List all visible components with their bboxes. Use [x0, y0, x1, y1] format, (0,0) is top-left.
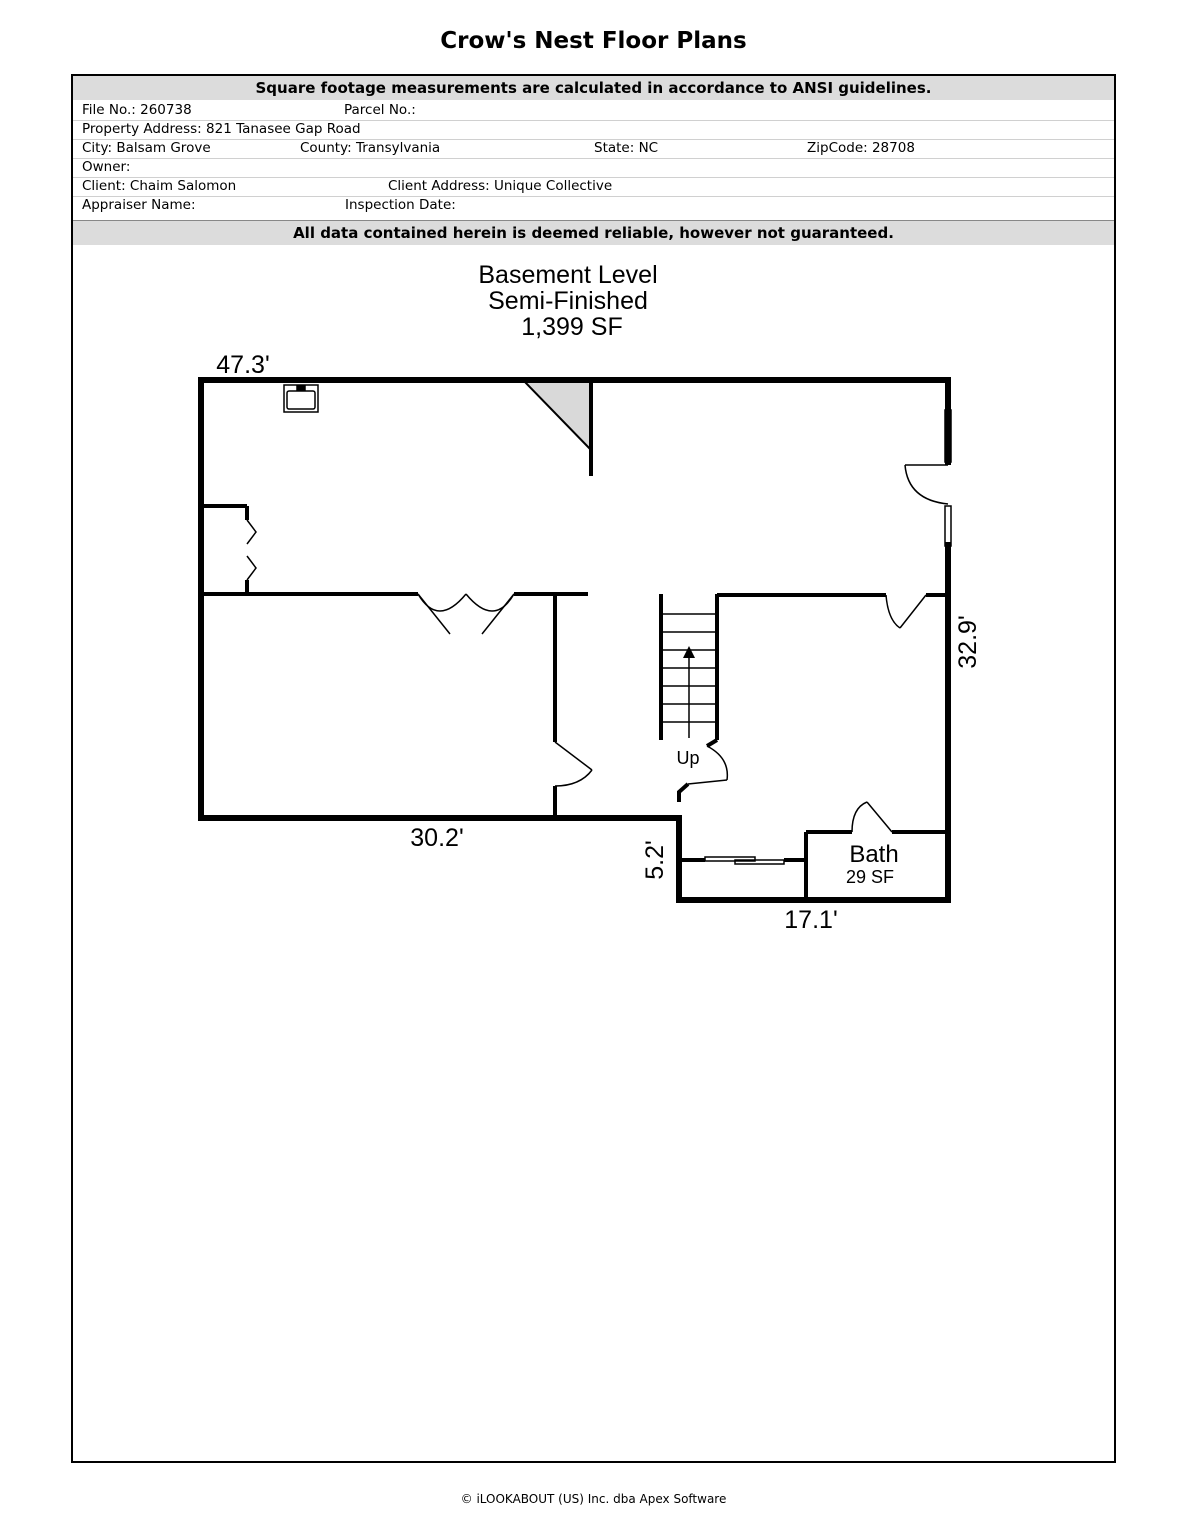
sliding-door-panel — [735, 860, 784, 864]
outer-wall-path — [201, 380, 948, 900]
east-room-door-swing — [886, 595, 900, 628]
county: County: Transylvania — [300, 140, 441, 156]
ansi-banner: Square footage measurements are calculated in accordance to ANSI guidelines. — [73, 76, 1114, 100]
reliability-banner: All data contained herein is deemed reliable, however not guaranteed. — [73, 220, 1114, 245]
shaded-corner — [523, 380, 591, 450]
stairs-label: Up — [676, 748, 700, 768]
property-address: Property Address: 821 Tanasee Gap Road — [82, 121, 361, 137]
corner-angle-wall — [679, 784, 688, 802]
sink-basin-inner — [287, 391, 315, 409]
client: Client: Chaim Salomon — [82, 178, 237, 194]
file-number: File No.: 260738 — [82, 102, 192, 118]
doors — [247, 410, 951, 864]
room-door-swing — [555, 770, 592, 786]
level-name: Basement Level — [478, 261, 658, 289]
sink-faucet — [297, 386, 305, 390]
room-door-leaf — [555, 742, 592, 770]
exterior-walls — [201, 380, 948, 900]
page-title: Crow's Nest Floor Plans — [440, 28, 747, 54]
stair-landing-edge — [707, 740, 717, 746]
level-area: 1,399 SF — [521, 313, 623, 341]
dimension-right: 32.9' — [954, 615, 982, 669]
stair-door-swing — [707, 746, 727, 780]
bath-door-leaf — [867, 802, 892, 832]
east-room-door-leaf — [900, 595, 926, 628]
up-arrow-icon — [683, 646, 695, 658]
sink-icon — [284, 385, 318, 412]
bath-door-swing — [852, 802, 867, 832]
parcel-number: Parcel No.: — [344, 102, 416, 118]
bifold-door-upper — [247, 520, 256, 544]
window-lower — [945, 506, 951, 546]
exterior-door-swing — [905, 465, 948, 504]
owner: Owner: — [82, 159, 131, 175]
inspection-date: Inspection Date: — [345, 197, 456, 213]
appraiser-name: Appraiser Name: — [82, 197, 196, 213]
dimension-top: 47.3' — [216, 351, 270, 379]
finish-type: Semi-Finished — [488, 287, 648, 315]
staircase — [661, 614, 717, 738]
stair-door-leaf — [688, 780, 727, 784]
state: State: NC — [594, 140, 659, 156]
bifold-door-lower — [247, 556, 256, 580]
dimension-bottom-right: 17.1' — [784, 906, 838, 934]
dimension-bottom-left: 30.2' — [410, 824, 464, 852]
copyright-footer: © iLOOKABOUT (US) Inc. dba Apex Software — [460, 1492, 727, 1506]
zipcode: ZipCode: 28708 — [807, 140, 915, 156]
city: City: Balsam Grove — [82, 140, 211, 156]
bath-area: 29 SF — [845, 867, 895, 887]
bath-label: Bath — [849, 841, 899, 868]
dimension-step: 5.2' — [641, 840, 669, 880]
client-address: Client Address: Unique Collective — [388, 178, 613, 194]
